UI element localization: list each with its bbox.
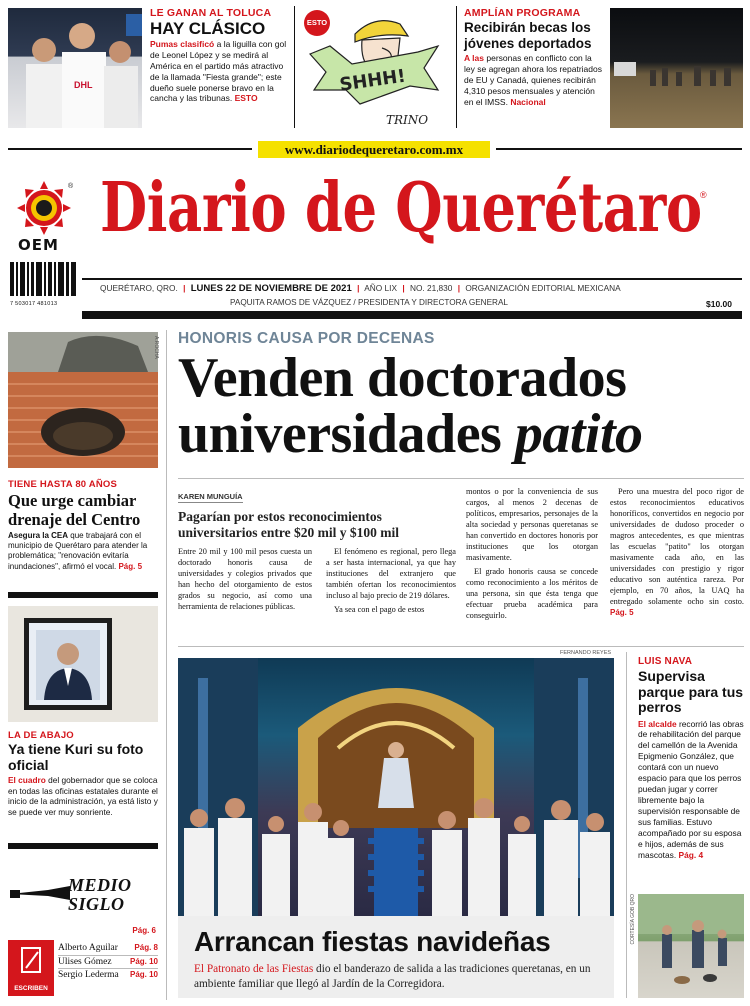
drenaje-photo[interactable] [8, 332, 158, 468]
esto-badge-text: ESTO [306, 18, 328, 27]
escriben-logo [8, 940, 54, 996]
promo-divider-2 [456, 6, 457, 128]
medio-siglo-title: MEDIO SIGLO [68, 875, 132, 914]
main-col-2 [466, 486, 598, 622]
main-body [178, 486, 744, 636]
toluca-promo[interactable] [150, 7, 288, 104]
main-kicker: HONORIS CAUSA POR DECENAS [178, 330, 435, 347]
deportados-night-image [610, 8, 743, 128]
toluca-title: HAY CLÁSICO [150, 19, 266, 38]
perros-body-text: recorrió las obras de rehabilitación del parque del camellón de la Avenida Epigmenio González, que contará con un nuevo espacio para que los perros puedan jugar y correr libremente bajo la supervisión responsable de sus familias. Estuvo acompañado por su esposa e hijos, además de sus mascotas. [638, 718, 744, 860]
escriben-list [58, 942, 158, 982]
becas-title: Recibirán becas los jóvenes deportados [464, 20, 592, 51]
perros-lead: El alcalde [638, 718, 677, 729]
perros-title: Supervisa parque para tus perros [638, 668, 744, 715]
pumas-photo[interactable] [8, 8, 142, 128]
fiestas-lead: El Patronato de las Fiestas [194, 963, 314, 975]
top-promo-bar [0, 0, 750, 136]
drenaje-body [8, 531, 158, 572]
escriben-pen-icon [8, 940, 54, 980]
becas-body [464, 53, 604, 107]
main-col-1 [178, 486, 456, 615]
becas-body-text: personas en conflicto con la ley se agregan ahora los repatriados de EU y Canadá, quienes recibirán 4,310 pesos mensuales y atención en el IMSS. [464, 53, 602, 107]
right-column-rule [626, 652, 627, 998]
drenaje-title: Que urge cambiar drenaje del Centro [8, 491, 141, 529]
director-line: PAQUITA RAMOS DE VÁZQUEZ / PRESIDENTA Y DIRECTORA GENERAL [230, 298, 508, 307]
perros-photo[interactable] [638, 894, 744, 998]
main-p2: El fenómeno es regional, pero llega a ser hasta internacional, ya que hay instituciones del extranjero que también ofertan los reconocimientos incluso al bajo precio de 219 dólares. [326, 547, 456, 601]
main-byline: KAREN MUNGUÍA [178, 492, 243, 501]
perros-kicker: LUIS NAVA [638, 656, 693, 667]
svg-text:DHL: DHL [74, 80, 93, 90]
oem-text: OEM [18, 236, 59, 254]
drenaje-photo-credit: A.ROCHA [153, 336, 159, 359]
becas-kicker: AMPLÍAN PROGRAMA [464, 7, 581, 19]
pen-icon [8, 880, 72, 906]
cartoon-drawing [300, 6, 450, 130]
promo-divider-1 [294, 6, 295, 128]
masthead-registered: ® [700, 190, 707, 200]
kuri-portrait-image [8, 606, 158, 722]
cartoon-speech: SHHH! [338, 65, 407, 96]
perros-park-image [638, 894, 744, 998]
author-page: Pág. 10 [129, 970, 158, 979]
drenaje-story[interactable] [8, 479, 158, 572]
info-year: AÑO LIX [364, 283, 397, 293]
left-divider-2 [8, 843, 158, 849]
kuri-lead: El cuadro [8, 775, 46, 785]
toluca-lead: Pumas clasificó [150, 39, 215, 49]
becas-ref[interactable]: Nacional [510, 96, 546, 107]
main-headline-2 [178, 403, 744, 465]
barcode-graphic [10, 262, 76, 296]
toluca-kicker: LE GANAN AL TOLUCA [150, 7, 272, 19]
drenaje-excavation-image [8, 332, 158, 468]
fiestas-photo-credit: FERNANDO REYES [560, 650, 612, 656]
masthead-title[interactable]: Diario de Querétaro [100, 168, 702, 248]
info-number: NO. 21,830 [409, 283, 453, 293]
perros-story[interactable] [638, 656, 744, 860]
author-page: Pág. 10 [129, 956, 158, 966]
info-rule-top [82, 278, 742, 280]
kuri-kicker: LA DE ABAJO [8, 730, 74, 741]
medio-siglo[interactable] [8, 866, 158, 936]
medio-siglo-ref[interactable]: Pág. 6 [132, 926, 156, 935]
drenaje-ref[interactable]: Pág. 5 [118, 561, 143, 571]
author-row[interactable] [58, 969, 158, 982]
main-deck: Pagarían por estos reconocimientos universitarios entre $20 mil y $100 mil [178, 509, 399, 540]
author-name: Sergio Lederma [58, 970, 119, 980]
deportados-photo[interactable] [610, 8, 743, 128]
cartoon-signature: TRINO [386, 113, 429, 127]
main-p6 [610, 486, 744, 619]
website-banner[interactable]: www.diariodequeretaro.com.mx [252, 141, 496, 158]
toluca-body [150, 39, 288, 104]
main-p4: montos o por la conveniencia de sus cargos, al menos 2 decenas de políticos, empresarios, personajes de la alta sociedad y personas queretanas se han convertido en doctores honoris por instituciones que los otorgan masivamente. [466, 487, 598, 563]
becas-promo[interactable] [464, 7, 604, 107]
main-p5: El grado honoris causa se concede como reconocimiento a los méritos de una persona, sin que ésta tenga que efectuar prueba académica para conseguirlo. [466, 567, 598, 621]
author-row[interactable] [58, 942, 158, 956]
escriben-label: ESCRIBEN [14, 985, 48, 992]
escriben-box[interactable] [8, 940, 158, 996]
perros-ref[interactable]: Pág. 4 [678, 849, 704, 860]
masthead-bottom-bar [82, 311, 742, 319]
info-org: ORGANIZACIÓN EDITORIAL MEXICANA [465, 283, 621, 293]
cartoon[interactable] [300, 6, 450, 130]
kuri-story[interactable] [8, 730, 158, 817]
main-headline-rule [178, 478, 744, 479]
main-headline-1: Venden doctorados [178, 347, 627, 409]
main-col-1a [178, 546, 312, 613]
drenaje-body-text: que trabajará con el municipio de Querétaro para atender la problemática; "renovación evitaría inundaciones", afirmó el vocal. [8, 531, 148, 571]
author-name: Ulises Gómez [58, 956, 112, 967]
fiestas-photo[interactable] [178, 658, 614, 916]
info-line: QUERÉTARO, QRO. | LUNES 22 DE NOVIEMBRE DE 2021 | AÑO LIX | NO. 21,830 | ORGANIZACIÓN EDITORIAL MEXICANA [100, 283, 621, 294]
info-city: QUERÉTARO, QRO. [100, 283, 178, 293]
toluca-body-text: a la liguilla con gol de Leonel López y se medirá al América en el partido más atractivo de la llamada "Fiesta grande"; este dueño suele ponerse bravo en la cancha y las tribunas. [150, 39, 287, 104]
main-body-rule [178, 646, 744, 647]
author-name: Alberto Aguilar [58, 943, 118, 953]
main-ref[interactable]: Pág. 5 [610, 608, 634, 618]
kuri-body-text: del gobernador que se coloca en todas las oficinas estatales durante el inicio de la administración, ya está listo y se puede ver muy sonriente. [8, 775, 158, 817]
fiestas-body [194, 962, 606, 991]
oem-logo[interactable] [12, 178, 74, 256]
info-date: LUNES 22 DE NOVIEMBRE DE 2021 [190, 283, 352, 294]
main-p3: Ya sea con el pago de estos [334, 605, 425, 615]
left-divider-1 [8, 592, 158, 598]
barcode-number: 7 503017 481013 [10, 301, 58, 307]
author-row[interactable] [58, 956, 158, 970]
becas-lead: A las [464, 53, 485, 63]
barcode [10, 262, 76, 307]
drenaje-kicker: TIENE HASTA 80 AÑOS [8, 479, 118, 490]
kuri-title: Ya tiene Kuri su foto oficial [8, 741, 144, 773]
fiestas-headline: Arrancan fiestas navideñas [194, 926, 551, 957]
author-page: Pág. 8 [134, 943, 158, 952]
price: $10.00 [706, 299, 732, 309]
kuri-body [8, 775, 158, 817]
toluca-ref[interactable]: ESTO [234, 93, 258, 104]
main-p1: Entre 20 mil y 100 mil pesos cuesta un doctorado honoris causa de universidades y colegios privados que han hecho del otorgamiento de estos grados su negocio, así como una herramienta de relaciones públicas. [178, 547, 312, 612]
kuri-photo[interactable] [8, 606, 158, 722]
main-p6-text: Pero una muestra del poco rigor de estos reconocimientos educativos honoríficos, convertidos en negocio por universidades de dudoso proceder o magros antecedentes, es que mientras las escuelas "patito" los otorgan masivamente cada año, en las universidades con prestigio y rigor educativo son auténtica rareza. Por ejemplo, en 70 años, la UAQ ha entregado solamente ocho sin costo. [610, 487, 744, 607]
main-headline-3: patito [514, 403, 643, 465]
left-column-rule [166, 330, 167, 1000]
main-col-3 [610, 486, 744, 620]
main-headline-2-text: universidades [178, 403, 502, 465]
fiestas-body-text: dio el banderazo de salida a las tradiciones queretanas, en un ambiente familiar que llegó al Jardín de la Corregidora. [194, 963, 591, 990]
drenaje-body-lead: Asegura la CEA [8, 531, 69, 540]
perros-body [638, 719, 744, 861]
main-col-1b [326, 546, 456, 616]
perros-photo-credit: CORTESÍA GOB QRO [630, 894, 636, 945]
registered-mark: ® [68, 183, 74, 190]
fiestas-nativity-image [178, 658, 614, 916]
pumas-players-image [8, 8, 142, 128]
